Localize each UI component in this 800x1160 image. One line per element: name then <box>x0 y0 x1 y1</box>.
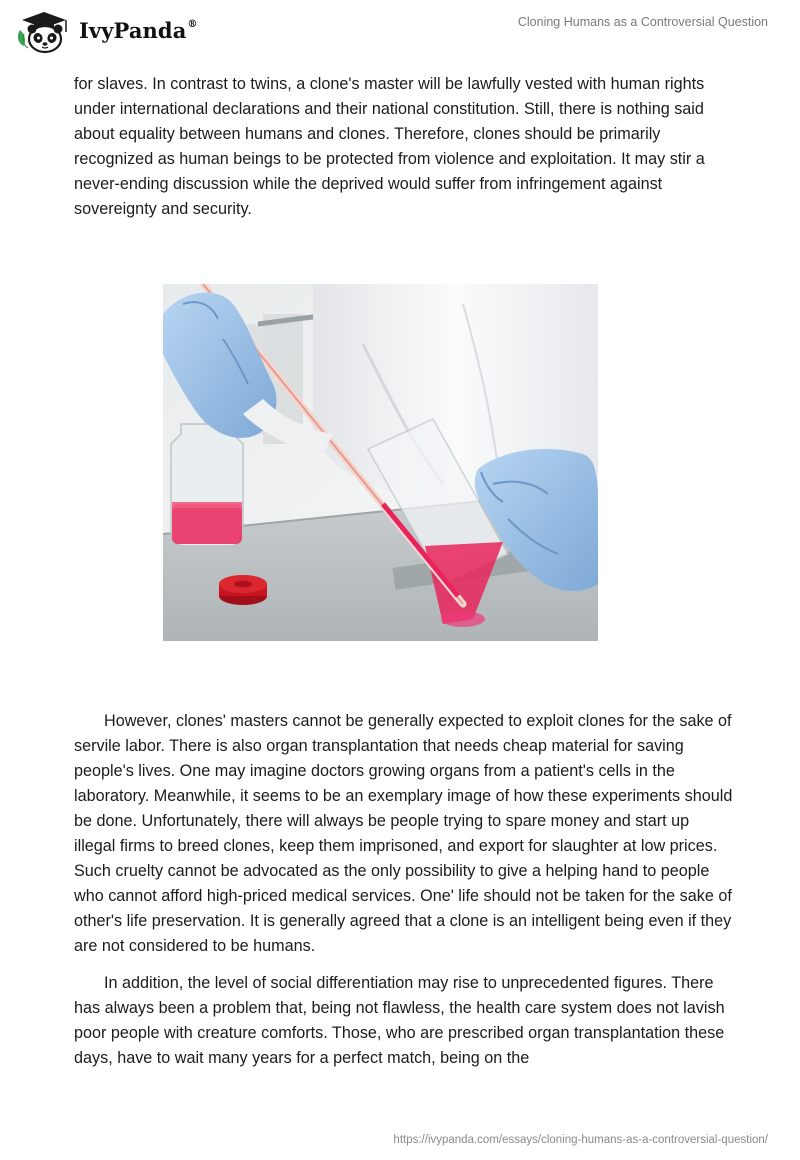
brand-logo[interactable] <box>14 10 204 54</box>
lab-cloning-photo <box>163 284 598 641</box>
paragraph-3: In addition, the level of social differentiation may rise to unprecedented figures. There has always been a problem that, being not flawless, the health care system does not lavish poor people with creature comforts. Those, who are prescribed organ transplantation these days, have to wait many years for a perfect match, being on the <box>74 974 725 1067</box>
brand-name: IvyPanda® <box>79 18 198 43</box>
paragraph-1: for slaves. In contrast to twins, a clone's master will be lawfully vested with human rights under international declarations and their national constitution. Still, there is nothing said about equality between humans and clones. Therefore, clones should be primarily recognized as human beings to be protected from violence and exploitation. It may stir a never-ending discussion while the deprived would suffer from infringement against sovereignty and security. <box>74 75 705 218</box>
document-title: Cloning Humans as a Controversial Question <box>517 15 768 29</box>
panda-graduation-cap-icon <box>14 10 76 54</box>
paragraph-2: However, clones' masters cannot be generally expected to exploit clones for the sake of servile labor. There is also organ transplantation that needs cheap material for saving people's lives. One may imagine doctors growing organs from a patient's cells in the laboratory. Meanwhile, it seems to be an exemplary image of how these experiments should be done. Unfortunately, there will always be people trying to spare money and start up illegal firms to breed clones, keep them imprisoned, and export for slaughter at low prices. Such cruelty cannot be advocated as the only possibility to give a helping hand to people who cannot afford high-priced medical services. One' life should not be taken for the sake of other's life preservation. It is generally agreed that a clone is an intelligent being even if they are not considered to be humans. <box>74 712 733 955</box>
page-header <box>0 0 800 70</box>
lab-scene-illustration <box>163 284 598 641</box>
source-url[interactable]: https://ivypanda.com/essays/cloning-humans-as-a-controversial-question/ <box>393 1134 768 1146</box>
registered-mark: ® <box>187 19 198 30</box>
